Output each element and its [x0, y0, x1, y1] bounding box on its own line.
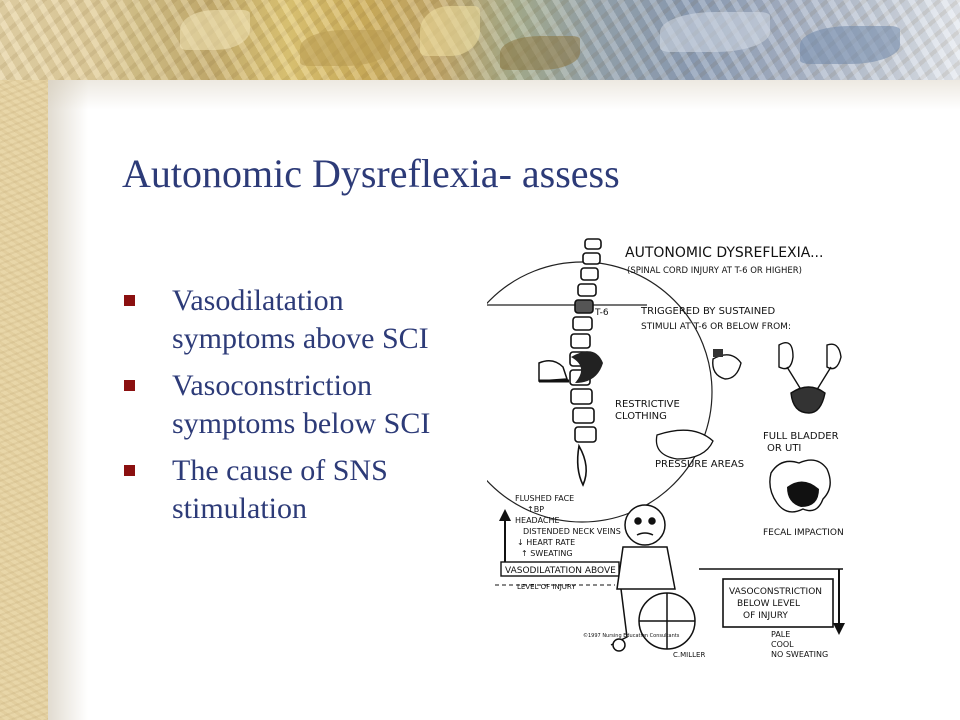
below-symptom: COOL	[771, 640, 794, 649]
artist-signature: C.MILLER	[673, 651, 706, 659]
above-symptom: ↑ SWEATING	[521, 549, 573, 558]
bullet-line: Vasodilatation	[172, 284, 344, 317]
person-in-wheelchair-icon	[611, 505, 695, 651]
triggered-text: TRIGGERED BY SUSTAINED	[641, 306, 776, 317]
bullet-line: symptoms below SCI	[172, 407, 431, 440]
triggered-text: STIMULI AT T-6 OR BELOW FROM:	[641, 322, 791, 332]
glove-icon	[713, 349, 741, 379]
level-of-injury-text: LEVEL OF INJURY	[517, 583, 576, 591]
dysreflexia-illustration	[487, 217, 849, 663]
banner-leaf-4	[500, 36, 580, 70]
copyright-text: ©1997 Nursing Education Consultants	[583, 633, 680, 639]
below-symptom: PALE	[771, 630, 791, 639]
banner-leaf-1	[180, 10, 250, 50]
bullet-item	[122, 282, 492, 358]
bullet-line: Vasoconstriction	[172, 369, 372, 402]
banner-leaf-2	[300, 30, 390, 66]
below-symptom: NO SWEATING	[771, 650, 829, 659]
bladder-text: FULL BLADDER	[763, 431, 839, 442]
bullet-line: symptoms above SCI	[172, 322, 429, 355]
shoe-icon	[539, 361, 569, 381]
bullet-list	[122, 282, 492, 537]
vasoconstriction-label: OF INJURY	[743, 611, 788, 621]
bullet-item	[122, 452, 492, 528]
vasoconstriction-label: BELOW LEVEL	[737, 599, 800, 609]
bladder-text: OR UTI	[767, 443, 802, 454]
restrictive-text: RESTRICTIVE	[615, 399, 680, 410]
fecal-text: FECAL IMPACTION	[763, 528, 844, 538]
level-circle	[487, 262, 712, 522]
banner-shadow	[48, 80, 960, 110]
level-marker-text: T-6	[595, 308, 609, 318]
vasoconstriction-label: VASOCONSTRICTION	[729, 587, 823, 597]
intestine-icon	[770, 460, 830, 512]
above-symptom: DISTENDED NECK VEINS	[523, 527, 621, 536]
left-decorative-band	[0, 0, 48, 720]
bladder-icon	[779, 343, 841, 413]
vasodilatation-label: VASODILATATION ABOVE	[505, 566, 616, 576]
up-arrowhead-icon	[499, 509, 511, 521]
bullet-square-icon	[124, 295, 135, 306]
banner-leaf-6	[800, 26, 900, 64]
down-arrowhead-icon	[833, 623, 845, 635]
restrictive-text: CLOTHING	[615, 411, 667, 422]
left-shadow	[48, 80, 88, 720]
above-symptom: FLUSHED FACE	[515, 494, 575, 503]
banner-leaf-5	[660, 12, 770, 52]
bullet-line: stimulation	[172, 492, 307, 525]
bullet-line: The cause of SNS	[172, 454, 388, 487]
illustration-heading: AUTONOMIC DYSREFLEXIA...	[625, 245, 824, 261]
pressure-text: PRESSURE AREAS	[655, 459, 745, 470]
banner-leaf-3	[420, 6, 480, 56]
bullet-item	[122, 367, 492, 443]
pressure-area-icon	[656, 430, 713, 459]
above-symptom: HEADACHE	[515, 516, 560, 525]
illustration-drawing	[487, 217, 849, 663]
above-symptom: ↓ HEART RATE	[517, 538, 576, 547]
above-symptom: ↑BP	[527, 505, 545, 514]
bullet-square-icon	[124, 465, 135, 476]
bullet-square-icon	[124, 380, 135, 391]
illustration-subheading: (SPINAL CORD INJURY AT T-6 OR HIGHER)	[627, 266, 802, 276]
slide-title: Autonomic Dysreflexia- assess	[122, 151, 620, 196]
